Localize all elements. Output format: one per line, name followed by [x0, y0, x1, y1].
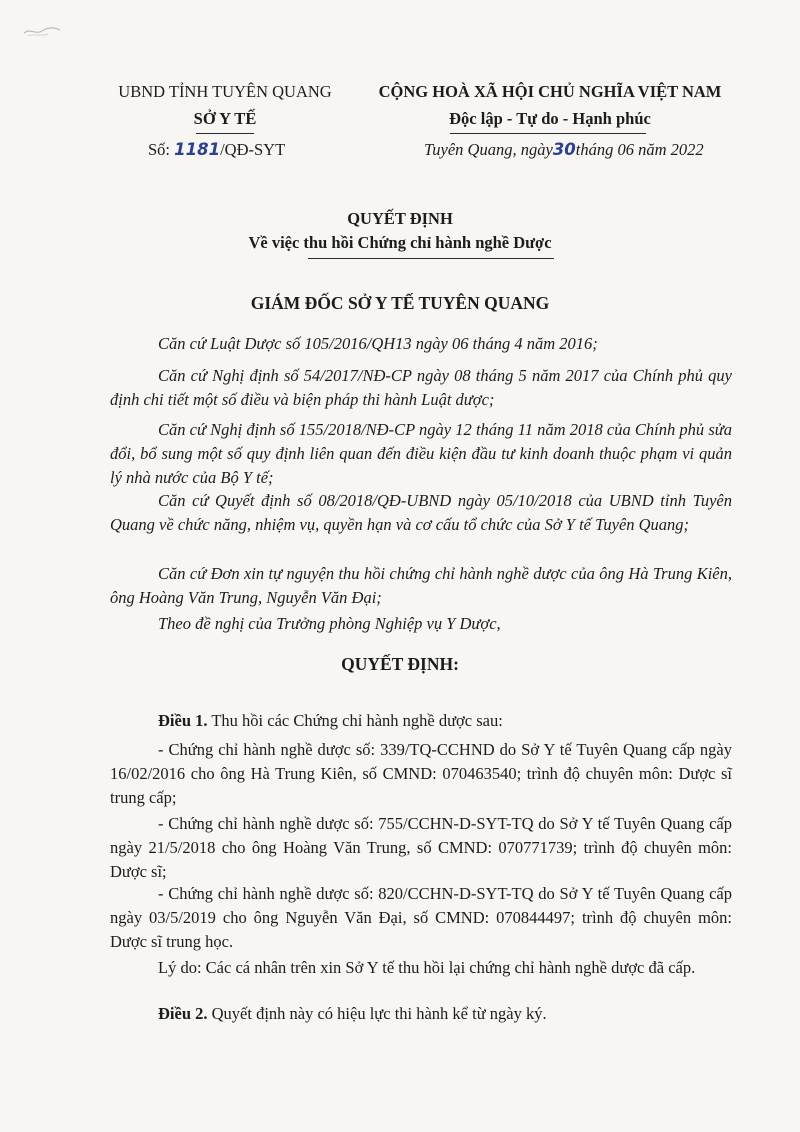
preamble-paragraph: Căn cứ Quyết định số 08/2018/QĐ-UBND ngày 05/10/2018 của UBND tỉnh Tuyên Quang về chức năng, nhiệm vụ, quyền hạn và cơ cấu tổ chức của Sở Y tế Tuyên Quang;: [110, 491, 732, 534]
subject-underline: [308, 258, 554, 259]
nation-heading: CỘNG HOÀ XÃ HỘI CHỦ NGHĨA VIỆT NAM: [378, 82, 722, 101]
article-1-text: Thu hồi các Chứng chỉ hành nghề dược sau:: [207, 711, 503, 730]
issuing-authority: UBND TỈNH TUYÊN QUANG: [118, 82, 332, 101]
revocation-reason: Lý do: Các cá nhân trên xin Sở Y tế thu hồi lại chứng chỉ hành nghề dược đã cấp.: [158, 958, 696, 977]
issuer-heading: GIÁM ĐỐC SỞ Y TẾ TUYÊN QUANG: [250, 293, 550, 313]
article-1-intro: [110, 709, 732, 733]
national-motto: Độc lập - Tự do - Hạnh phúc: [449, 109, 651, 128]
number-prefix: Số:: [148, 140, 171, 159]
date-suffix: tháng 06 năm 2022: [575, 140, 704, 159]
preamble-paragraph: Căn cứ Nghị định số 54/2017/NĐ-CP ngày 08 tháng 5 năm 2017 của Chính phủ quy định chi tiết một số điều và biện pháp thi hành Luật dược;: [110, 366, 732, 409]
issue-date: [424, 140, 704, 160]
number-suffix: /QĐ-SYT: [220, 140, 286, 159]
motto-underline: [450, 133, 646, 134]
certificate-item: - Chứng chỉ hành nghề dược số: 820/CCHN-D-SYT-TQ do Sở Y tế Tuyên Quang cấp ngày 03/5/2019 cho ông Nguyễn Văn Đại, số CMND: 070844497; trình độ chuyên môn: Dược sĩ trung học.: [110, 884, 732, 951]
preamble-paragraph: Căn cứ Nghị định số 155/2018/NĐ-CP ngày 12 tháng 11 năm 2018 của Chính phủ sửa đổi, bổ sung một số quy định liên quan đến điều kiện đầu tư kinh doanh thuộc phạm vi quản lý nhà nước của Bộ Y tế;: [110, 420, 732, 487]
department-underline: [196, 133, 254, 134]
article-2-label: Điều 2.: [158, 1004, 208, 1023]
document-subject: Về việc thu hồi Chứng chỉ hành nghề Dược: [248, 233, 552, 252]
scan-smudge-mark: [22, 24, 62, 38]
date-prefix: Tuyên Quang, ngày: [424, 140, 553, 159]
preamble-paragraph: Căn cứ Luật Dược số 105/2016/QH13 ngày 06 tháng 4 năm 2016;: [158, 334, 598, 353]
article-2-text: Quyết định này có hiệu lực thi hành kể từ ngày ký.: [207, 1004, 547, 1023]
certificate-item: - Chứng chỉ hành nghề dược số: 339/TQ-CCHND do Sở Y tế Tuyên Quang cấp ngày 16/02/2016 cho ông Hà Trung Kiên, số CMND: 070463540; trình độ chuyên môn: Dược sĩ trung cấp;: [110, 740, 732, 807]
handwritten-number: 1181: [174, 140, 221, 159]
article-1-label: Điều 1.: [158, 711, 208, 730]
preamble-paragraph: Theo đề nghị của Trưởng phòng Nghiệp vụ Y Dược,: [158, 614, 501, 633]
department-name: SỞ Y TẾ: [193, 109, 257, 128]
certificate-item: - Chứng chỉ hành nghề dược số: 755/CCHN-D-SYT-TQ do Sở Y tế Tuyên Quang cấp ngày 21/5/2018 cho ông Hoàng Văn Trung, số CMND: 070771739; trình độ chuyên môn: Dược sĩ;: [110, 814, 732, 881]
handwritten-day: 30: [552, 140, 576, 159]
decision-heading: QUYẾT ĐỊNH:: [341, 654, 459, 674]
document-number: [148, 140, 285, 160]
preamble-paragraph: Căn cứ Đơn xin tự nguyện thu hồi chứng chỉ hành nghề dược của ông Hà Trung Kiên, ông Hoàng Văn Trung, Nguyễn Văn Đại;: [110, 564, 732, 607]
article-2: [110, 1002, 732, 1026]
document-type-heading: QUYẾT ĐỊNH: [347, 209, 453, 228]
